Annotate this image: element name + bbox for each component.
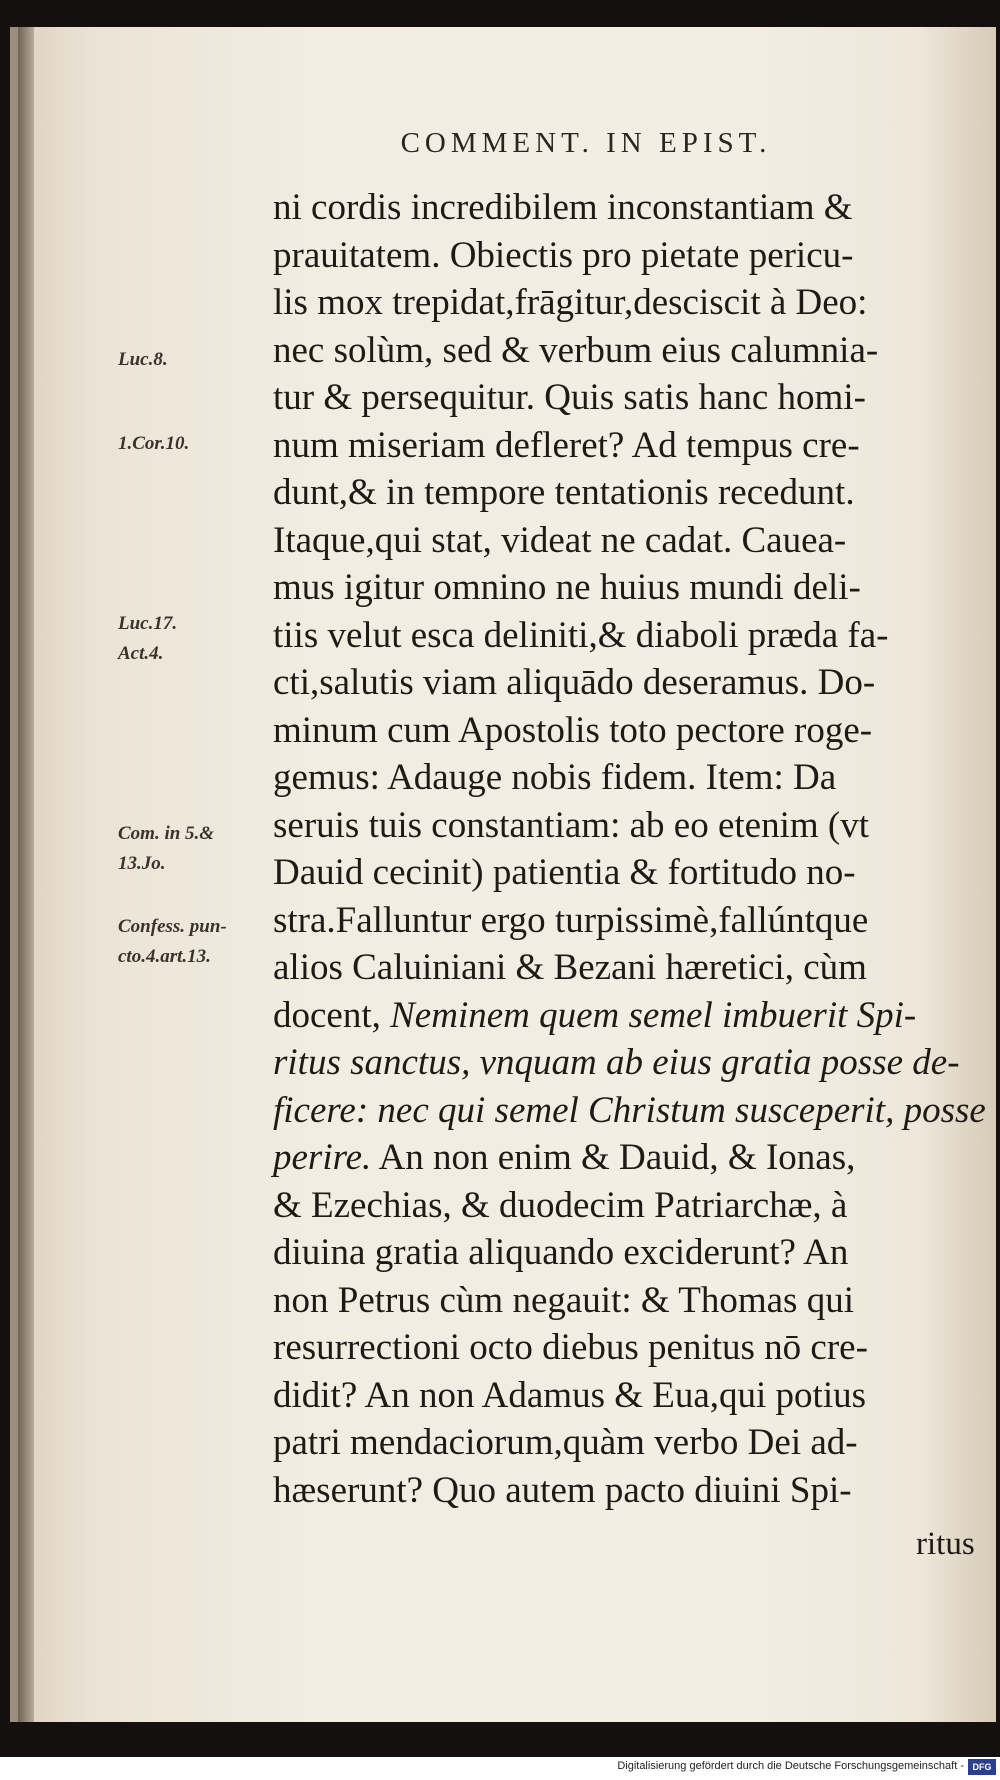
text-line	[273, 1039, 963, 1087]
margin-note-line: 1.Cor.10.	[118, 433, 190, 454]
margin-note-line: cto.4.art.13.	[118, 946, 211, 967]
margin-note	[118, 819, 214, 879]
margin-note-line: Com. in 5.&	[118, 823, 215, 844]
text-segment: gemus: Adauge nobis fidem. Item: Da	[273, 757, 837, 798]
margin-notes	[18, 27, 248, 1722]
text-segment: non Petrus cùm negauit: & Thomas qui	[273, 1279, 854, 1321]
margin-note-line: Confess. pun-	[118, 916, 227, 937]
text-line	[273, 1182, 963, 1230]
text-segment: num miseriam defleret? Ad tempus cre-	[273, 424, 860, 466]
margin-note	[118, 639, 163, 669]
text-line	[273, 564, 963, 612]
text-line	[273, 422, 963, 470]
text-segment: minum cum Apostolis toto pectore roge-	[273, 709, 873, 751]
text-segment: seruis tuis constantiam: ab eo etenim (vt	[273, 804, 869, 846]
text-line	[273, 469, 963, 517]
margin-note-line: Act.4.	[118, 643, 164, 664]
italic-quote: Neminem quem semel imbuerit Spi-	[390, 994, 917, 1036]
text-segment: alios Caluiniani & Bezani hæretici, cùm	[273, 947, 867, 988]
text-segment: & Ezechias, & duodecim Patriarchæ, à	[273, 1184, 848, 1226]
text-segment: ni cordis incredibilem inconstantiam &	[273, 187, 853, 228]
text-line	[273, 1372, 963, 1420]
margin-note	[118, 345, 168, 375]
text-line	[273, 707, 963, 755]
italic-quote: ficere: nec qui semel Christum susceperit, posse	[273, 1089, 986, 1131]
margin-note	[118, 609, 177, 639]
text-line	[273, 897, 963, 945]
text-segment: mus igitur omnino ne huius mundi deli-	[273, 567, 861, 608]
running-head: COMMENT. IN EPIST.	[400, 127, 772, 159]
text-segment: resurrectioni octo diebus penitus nō cre-	[273, 1327, 868, 1368]
text-segment: Itaque,qui stat, videat ne cadat. Cauea-	[273, 519, 847, 561]
text-line	[273, 612, 963, 660]
text-line	[273, 1134, 963, 1182]
text-line	[273, 1324, 963, 1372]
text-segment: docent,	[273, 994, 391, 1036]
text-segment: diuina gratia aliquando exciderunt? An	[273, 1232, 849, 1273]
text-line	[273, 992, 963, 1040]
margin-note	[118, 912, 227, 972]
text-line	[273, 754, 963, 802]
body-text	[273, 184, 986, 1514]
text-line	[273, 374, 963, 422]
text-segment: dunt,& in tempore tentationis recedunt.	[273, 472, 855, 513]
italic-quote: perire.	[273, 1137, 372, 1178]
text-segment: hæserunt? Quo autem pacto diuini Spi-	[273, 1469, 852, 1511]
text-segment: lis mox trepidat,frāgitur,desciscit à Deo:	[273, 282, 868, 323]
dfg-logo: DFG	[968, 1759, 996, 1775]
text-segment: nec solùm, sed & verbum eius calumnia-	[273, 329, 879, 371]
text-line	[273, 1467, 963, 1515]
book-page	[10, 27, 996, 1722]
text-line	[273, 1419, 963, 1467]
text-segment: tiis velut esca deliniti,& diaboli præda fa-	[273, 614, 889, 656]
margin-note	[118, 429, 189, 459]
text-segment: tur & persequitur. Quis satis hanc homi-	[273, 377, 866, 418]
footer-credit: Digitalisierung gefördert durch die Deutsche Forschungsgemeinschaft -	[617, 1760, 964, 1772]
margin-note-line: Luc.17.	[118, 613, 178, 634]
text-segment: didit? An non Adamus & Eua,qui potius	[273, 1374, 867, 1416]
text-line	[273, 517, 963, 565]
text-segment: An non enim & Dauid, & Ionas,	[371, 1137, 856, 1178]
text-line	[273, 849, 963, 897]
text-line	[273, 944, 963, 992]
text-segment: Dauid cecinit) patientia & fortitudo no-	[273, 852, 856, 893]
text-line	[273, 1277, 963, 1325]
catchword: ritus	[916, 1526, 975, 1562]
text-line	[273, 232, 963, 280]
margin-note-line: Luc.8.	[118, 349, 168, 370]
text-segment: patri mendaciorum,quàm verbo Dei ad-	[273, 1422, 858, 1463]
italic-quote: ritus sanctus, vnquam ab eius gratia posse de-	[273, 1042, 960, 1083]
text-segment: prauitatem. Obiectis pro pietate pericu-	[273, 234, 854, 276]
text-line	[273, 184, 963, 232]
text-line	[273, 1229, 963, 1277]
text-segment: stra.Falluntur ergo turpissimè,fallúntque	[273, 899, 869, 941]
digitization-footer	[0, 1757, 1000, 1780]
text-line	[273, 802, 963, 850]
margin-note-line: 13.Jo.	[118, 853, 166, 874]
text-line	[273, 659, 963, 707]
text-segment: cti,salutis viam aliquādo deseramus. Do-	[273, 662, 876, 703]
text-line	[273, 327, 963, 375]
text-line	[273, 1087, 986, 1135]
text-line	[273, 279, 963, 327]
